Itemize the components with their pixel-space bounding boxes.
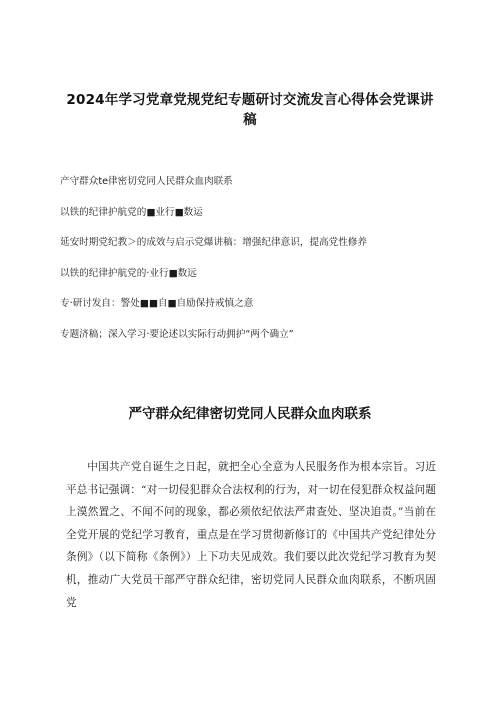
section-heading: 严守群众纪律密切党同人民群众血肉联系 [128, 406, 372, 422]
toc-item[interactable]: 以铁的纪律护航党的·业行■数远 [60, 267, 197, 279]
toc-item[interactable]: 延安时期党纪教＞的成效与启示党爆讲稿：增强纪律意识，提高党性修养 [60, 237, 367, 248]
toc-item[interactable]: 专·研讨发自：警处■■自■自励保持戒慎之意 [60, 298, 254, 309]
toc-item[interactable]: 产守群众te律密切党同人民群众血肉联系 [60, 176, 233, 187]
body-paragraph: 中国共产党自诞生之日起，就把全心全意为人民服务作为根本宗旨。习近平总书记强调：“对一切侵犯群众合法权利的行为，对一切在侵犯群众权益问题上漠然置之、不闻不问的现象，都必须依纪依法严肃查处、坚决追责。”当前在全党开展的党纪学习教育，重点是在学习贯彻新修订的《中国共产党纪律处分条例》（以下简称《条例》）上下功夫见成效。我们要以此次党纪学习教育为契机，推动广大党员干部严守群众纪律，密切党同人民群众血肉联系，不断巩固党 [66, 461, 436, 609]
toc-item[interactable]: 以铁的纪律护航党的■业行■数运 [60, 206, 203, 218]
toc-item[interactable]: 专题济稿；深入学习·要论述以实际行动拥护“两个确立” [60, 328, 294, 340]
table-of-contents [60, 175, 460, 358]
document-title: 2024年学习党章党规党纪专题研讨交流发言心得体会党课讲稿 [66, 92, 434, 128]
